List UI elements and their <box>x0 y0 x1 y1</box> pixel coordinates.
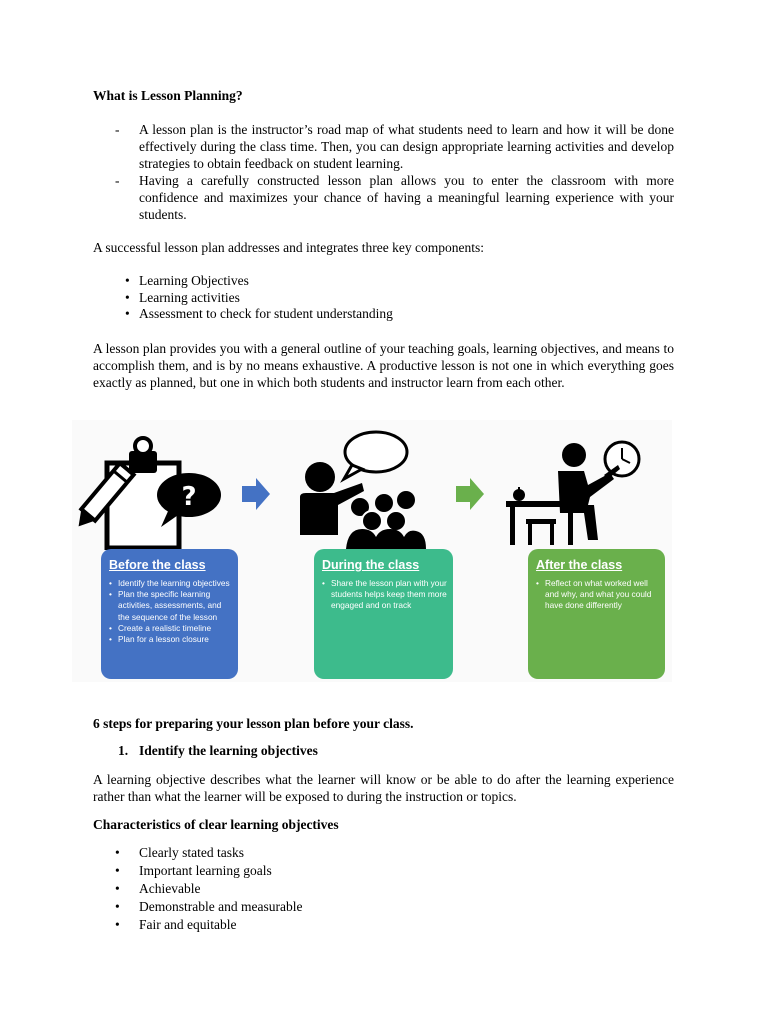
list-item: • Create a realistic timeline <box>118 623 238 634</box>
outline-paragraph: A lesson plan provides you with a general outline of your teaching goals, learning objectives, and means to accomplish them, and is by no means exhaustive. A productive lesson is not one in which everything goes exactly as planned, but one in which both students and instructor learn from each other. <box>93 341 674 390</box>
lesson-cycle-infographic <box>72 420 672 682</box>
components-intro: A successful lesson plan addresses and integrates three key components: <box>93 240 485 255</box>
characteristics-list <box>93 844 674 934</box>
list-item-text: Important learning goals <box>139 863 272 878</box>
bullet-icon: • <box>115 881 120 896</box>
list-item <box>93 862 674 880</box>
section-heading-six-steps: 6 steps for preparing your lesson plan before your class. <box>93 716 414 731</box>
dash-list <box>93 121 674 223</box>
question-mark-text: ? <box>181 482 197 512</box>
card-list <box>314 578 453 612</box>
step-number: 1. <box>118 743 129 758</box>
bullet-icon: • <box>125 306 130 322</box>
list-item: • Reflect on what worked well and why, and what you could have done differently <box>545 578 665 612</box>
list-item <box>93 880 674 898</box>
section-heading-lesson-planning: What is Lesson Planning? <box>93 88 243 103</box>
list-item: • Plan the specific learning activities, assessments, and the sequence of the lesson <box>118 589 238 623</box>
list-item-text: Fair and equitable <box>139 917 237 932</box>
list-item-text: Learning activities <box>139 289 240 305</box>
bullet-icon: • <box>115 863 120 878</box>
list-item <box>93 273 674 290</box>
bullet-icon: • <box>125 289 130 305</box>
bullet-icon: • <box>115 917 120 932</box>
after-class-card <box>528 549 665 679</box>
characteristics-heading: Characteristics of clear learning objectives <box>93 817 339 832</box>
dash-item-text: Having a carefully constructed lesson plan allows you to enter the classroom with more confidence and maximizes your chance of having a meaningful learning experience with your students. <box>139 173 674 222</box>
step-title: Identify the learning objectives <box>139 743 318 758</box>
before-class-card <box>101 549 238 679</box>
list-item: • Share the lesson plan with your students helps keep them more engaged and on track <box>331 578 453 612</box>
list-item-text: Assessment to check for student understanding <box>139 306 393 322</box>
objective-paragraph: A learning objective describes what the learner will know or be able to do after the learning experience rather than what the learner will be exposed to during the instruction or topics. <box>93 772 674 804</box>
clipboard-planning-icon <box>77 435 227 550</box>
arrow-right-icon <box>456 478 484 510</box>
dash-item <box>93 121 674 172</box>
during-class-card <box>314 549 453 679</box>
list-item <box>93 898 674 916</box>
dash-item-text: A lesson plan is the instructor’s road map of what students need to learn and how it will be done effectively during the class time. Then, you can design appropriate learning activities and develop strategies to obtain feedback on student learning. <box>139 122 674 171</box>
list-item-text: Achievable <box>139 881 201 896</box>
card-title: After the class <box>536 558 623 572</box>
card-list <box>101 578 238 645</box>
bullet-icon: • <box>125 273 130 288</box>
bullet-icon: • <box>115 899 120 914</box>
list-item <box>93 844 674 862</box>
list-item <box>93 290 674 307</box>
list-item-text: Clearly stated tasks <box>139 845 244 860</box>
components-list <box>93 273 674 323</box>
card-title: Before the class <box>109 558 206 572</box>
teacher-students-icon <box>292 425 432 550</box>
list-item <box>93 916 674 934</box>
desk-reflection-icon <box>504 435 649 550</box>
dash-marker: - <box>115 122 120 137</box>
arrow-right-icon <box>242 478 270 510</box>
card-list <box>528 578 665 612</box>
list-item: • Identify the learning objectives <box>118 578 238 589</box>
bullet-icon: • <box>115 845 120 860</box>
list-item <box>93 306 674 323</box>
list-item-text: Demonstrable and measurable <box>139 899 303 914</box>
list-item-text: Learning Objectives <box>139 273 249 288</box>
dash-item <box>93 172 674 223</box>
card-title: During the class <box>322 558 420 572</box>
dash-marker: - <box>115 173 120 188</box>
list-item: • Plan for a lesson closure <box>118 634 238 645</box>
